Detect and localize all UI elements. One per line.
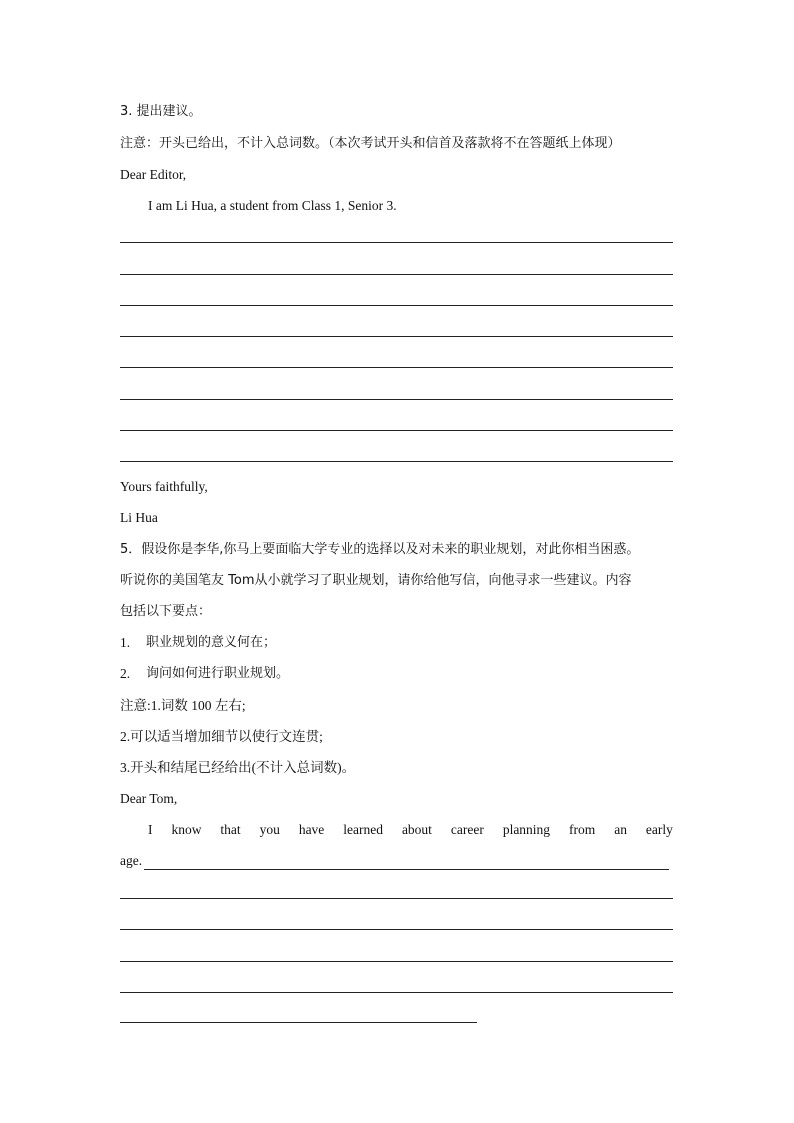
answer-line (120, 898, 673, 899)
opening-word: planning (502, 822, 551, 837)
answer-line-last (120, 1022, 477, 1023)
note-1: 注意:1.词数 100 左右; (120, 698, 246, 713)
opening-word: about (401, 822, 432, 837)
point-2-number: 2. (120, 666, 131, 681)
note-3: 3.开头和结尾已经给出(不计入总词数)。 (120, 760, 356, 775)
answer-line (120, 242, 673, 243)
opening-word: I (148, 822, 153, 837)
answer-line (120, 461, 673, 462)
opening-word: career (450, 822, 484, 837)
answer-line (120, 399, 673, 400)
point-1-number: 1. (120, 635, 131, 650)
salutation-tom: Dear Tom, (120, 791, 178, 806)
salutation-editor: Dear Editor, (120, 167, 187, 182)
opening-word: early (645, 822, 673, 837)
note-line: 注意：开头已给出，不计入总词数。（本次考试开头和信首及落款将不在答题纸上体现） (120, 136, 621, 151)
answer-line (120, 305, 673, 306)
opening-sentence: I am Li Hua, a student from Class 1, Senior 3. (148, 198, 397, 213)
prompt-line-2: 听说你的美国笔友 Tom从小就学习了职业规划，请你给他写信，向他寻求一些建议。内容 (120, 573, 632, 588)
opening-sentence-tom (148, 821, 673, 839)
prompt-line-3: 包括以下要点： (120, 604, 212, 619)
closing: Yours faithfully, (120, 479, 208, 494)
opening-word: know (171, 822, 202, 837)
answer-line (120, 336, 673, 337)
signature: Li Hua (120, 510, 158, 525)
item-3-suggestion: 3. 提出建议。 (120, 104, 202, 119)
prompt-line-1: 5．假设你是李华,你马上要面临大学专业的选择以及对未来的职业规划，对此你相当困惑。 (120, 542, 640, 557)
opening-word: have (298, 822, 325, 837)
opening-word: you (259, 822, 280, 837)
opening-word: from (569, 822, 596, 837)
opening-word: that (220, 822, 241, 837)
answer-line (120, 929, 673, 930)
answer-line (144, 856, 669, 870)
point-2-text: 询问如何进行职业规划。 (146, 666, 290, 681)
note-2: 2.可以适当增加细节以使行文连贯; (120, 729, 323, 744)
opening-word: learned (343, 822, 383, 837)
opening-continuation (120, 852, 669, 870)
answer-line (120, 992, 673, 993)
answer-line (120, 367, 673, 368)
answer-line (120, 274, 673, 275)
point-1-text: 职业规划的意义何在； (146, 635, 277, 650)
opening-word: an (614, 822, 627, 837)
answer-line (120, 430, 673, 431)
answer-line (120, 961, 673, 962)
opening-end: age. (120, 853, 143, 868)
